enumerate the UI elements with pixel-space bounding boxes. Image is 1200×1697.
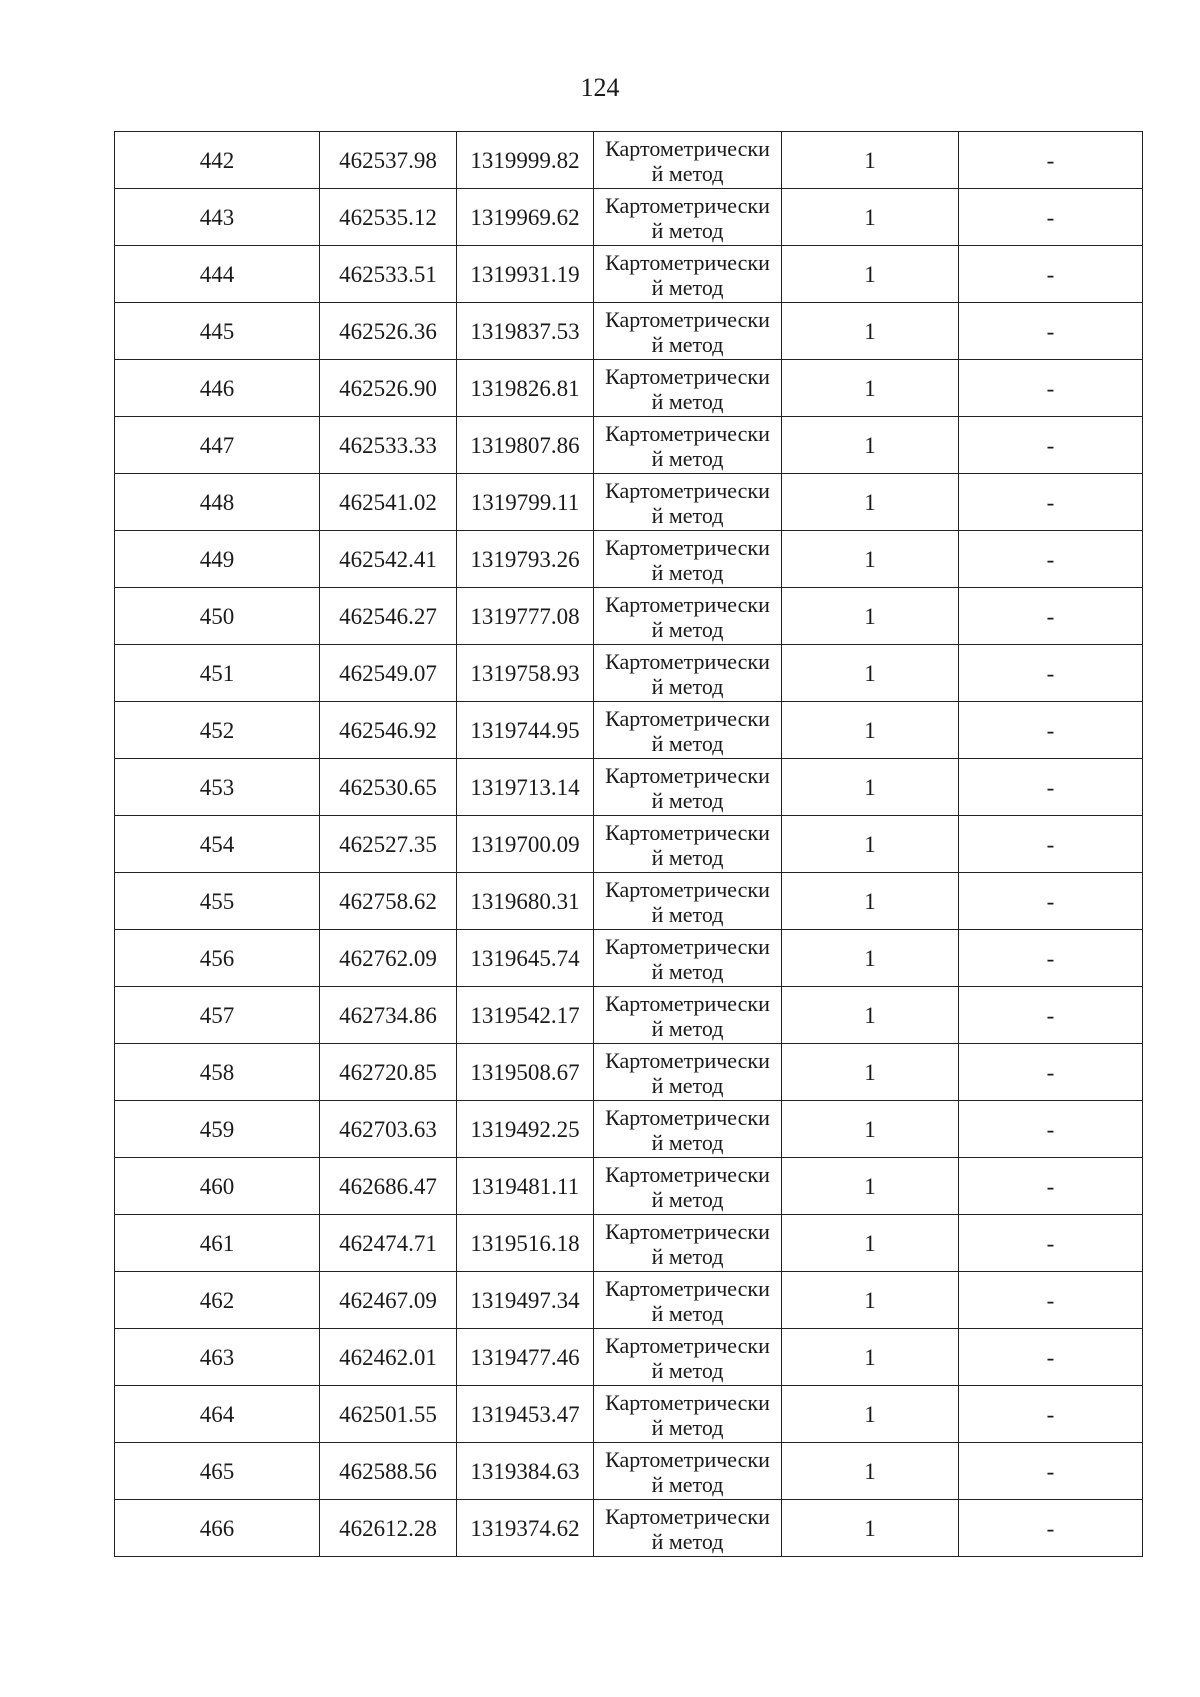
table-row bbox=[115, 930, 1143, 987]
table-row bbox=[115, 987, 1143, 1044]
method-line-1: Картометрически bbox=[605, 136, 770, 161]
method-line-2: й метод bbox=[651, 902, 724, 927]
method-line-2: й метод bbox=[651, 161, 724, 186]
table-row bbox=[115, 360, 1143, 417]
table-row bbox=[115, 873, 1143, 930]
note-cell: - bbox=[959, 702, 1143, 759]
point-number-cell: 466 bbox=[115, 1500, 320, 1557]
x-coordinate-cell: 462533.51 bbox=[320, 246, 457, 303]
method-line-1: Картометрически bbox=[605, 934, 770, 959]
accuracy-cell: 1 bbox=[782, 1215, 959, 1272]
method-line-2: й метод bbox=[651, 1130, 724, 1155]
note-cell: - bbox=[959, 132, 1143, 189]
accuracy-cell: 1 bbox=[782, 246, 959, 303]
method-line-1: Картометрически bbox=[605, 1162, 770, 1187]
point-number-cell: 450 bbox=[115, 588, 320, 645]
note-cell: - bbox=[959, 1101, 1143, 1158]
method-line-1: Картометрически bbox=[605, 535, 770, 560]
method-cell bbox=[594, 702, 782, 759]
y-coordinate-cell: 1319680.31 bbox=[457, 873, 594, 930]
method-cell bbox=[594, 816, 782, 873]
method-line-1: Картометрически bbox=[605, 1390, 770, 1415]
accuracy-cell: 1 bbox=[782, 417, 959, 474]
table-row bbox=[115, 1158, 1143, 1215]
method-line-2: й метод bbox=[651, 275, 724, 300]
table-row bbox=[115, 645, 1143, 702]
method-line-2: й метод bbox=[651, 1301, 724, 1326]
method-cell bbox=[594, 360, 782, 417]
method-cell bbox=[594, 132, 782, 189]
accuracy-cell: 1 bbox=[782, 1329, 959, 1386]
method-line-1: Картометрически bbox=[605, 1333, 770, 1358]
x-coordinate-cell: 462542.41 bbox=[320, 531, 457, 588]
table-row bbox=[115, 1215, 1143, 1272]
method-cell bbox=[594, 1101, 782, 1158]
accuracy-cell: 1 bbox=[782, 1158, 959, 1215]
note-cell: - bbox=[959, 1272, 1143, 1329]
x-coordinate-cell: 462474.71 bbox=[320, 1215, 457, 1272]
y-coordinate-cell: 1319999.82 bbox=[457, 132, 594, 189]
method-cell bbox=[594, 1044, 782, 1101]
method-line-2: й метод bbox=[651, 1187, 724, 1212]
table-row bbox=[115, 702, 1143, 759]
method-line-1: Картометрически bbox=[605, 250, 770, 275]
method-line-1: Картометрически bbox=[605, 1504, 770, 1529]
table-row bbox=[115, 1500, 1143, 1557]
y-coordinate-cell: 1319799.11 bbox=[457, 474, 594, 531]
x-coordinate-cell: 462549.07 bbox=[320, 645, 457, 702]
y-coordinate-cell: 1319508.67 bbox=[457, 1044, 594, 1101]
method-cell bbox=[594, 303, 782, 360]
accuracy-cell: 1 bbox=[782, 873, 959, 930]
method-line-2: й метод bbox=[651, 218, 724, 243]
note-cell: - bbox=[959, 531, 1143, 588]
accuracy-cell: 1 bbox=[782, 1386, 959, 1443]
y-coordinate-cell: 1319713.14 bbox=[457, 759, 594, 816]
point-number-cell: 444 bbox=[115, 246, 320, 303]
method-cell bbox=[594, 1215, 782, 1272]
accuracy-cell: 1 bbox=[782, 531, 959, 588]
accuracy-cell: 1 bbox=[782, 1272, 959, 1329]
table-row bbox=[115, 1272, 1143, 1329]
method-line-1: Картометрически bbox=[605, 706, 770, 731]
method-line-2: й метод bbox=[651, 332, 724, 357]
point-number-cell: 448 bbox=[115, 474, 320, 531]
method-cell bbox=[594, 1329, 782, 1386]
method-cell bbox=[594, 1158, 782, 1215]
method-line-2: й метод bbox=[651, 617, 724, 642]
table-row bbox=[115, 474, 1143, 531]
table-row bbox=[115, 189, 1143, 246]
x-coordinate-cell: 462526.36 bbox=[320, 303, 457, 360]
y-coordinate-cell: 1319931.19 bbox=[457, 246, 594, 303]
accuracy-cell: 1 bbox=[782, 474, 959, 531]
y-coordinate-cell: 1319777.08 bbox=[457, 588, 594, 645]
point-number-cell: 446 bbox=[115, 360, 320, 417]
accuracy-cell: 1 bbox=[782, 702, 959, 759]
note-cell: - bbox=[959, 1329, 1143, 1386]
accuracy-cell: 1 bbox=[782, 1101, 959, 1158]
note-cell: - bbox=[959, 1215, 1143, 1272]
method-cell bbox=[594, 1272, 782, 1329]
x-coordinate-cell: 462546.27 bbox=[320, 588, 457, 645]
note-cell: - bbox=[959, 1443, 1143, 1500]
x-coordinate-cell: 462758.62 bbox=[320, 873, 457, 930]
method-cell bbox=[594, 930, 782, 987]
accuracy-cell: 1 bbox=[782, 1443, 959, 1500]
point-number-cell: 443 bbox=[115, 189, 320, 246]
table-row bbox=[115, 759, 1143, 816]
method-line-1: Картометрически bbox=[605, 421, 770, 446]
note-cell: - bbox=[959, 1386, 1143, 1443]
accuracy-cell: 1 bbox=[782, 759, 959, 816]
note-cell: - bbox=[959, 474, 1143, 531]
method-line-2: й метод bbox=[651, 674, 724, 699]
coordinates-table bbox=[114, 131, 1143, 1557]
point-number-cell: 449 bbox=[115, 531, 320, 588]
point-number-cell: 463 bbox=[115, 1329, 320, 1386]
y-coordinate-cell: 1319700.09 bbox=[457, 816, 594, 873]
point-number-cell: 447 bbox=[115, 417, 320, 474]
x-coordinate-cell: 462546.92 bbox=[320, 702, 457, 759]
y-coordinate-cell: 1319807.86 bbox=[457, 417, 594, 474]
point-number-cell: 462 bbox=[115, 1272, 320, 1329]
note-cell: - bbox=[959, 588, 1143, 645]
method-line-1: Картометрически bbox=[605, 1276, 770, 1301]
point-number-cell: 459 bbox=[115, 1101, 320, 1158]
x-coordinate-cell: 462537.98 bbox=[320, 132, 457, 189]
method-line-2: й метод bbox=[651, 1358, 724, 1383]
point-number-cell: 453 bbox=[115, 759, 320, 816]
method-line-2: й метод bbox=[651, 845, 724, 870]
method-line-2: й метод bbox=[651, 1244, 724, 1269]
y-coordinate-cell: 1319477.46 bbox=[457, 1329, 594, 1386]
table-row bbox=[115, 1386, 1143, 1443]
method-line-1: Картометрически bbox=[605, 364, 770, 389]
note-cell: - bbox=[959, 360, 1143, 417]
method-cell bbox=[594, 1443, 782, 1500]
table-row bbox=[115, 816, 1143, 873]
method-cell bbox=[594, 645, 782, 702]
note-cell: - bbox=[959, 645, 1143, 702]
method-line-2: й метод bbox=[651, 1529, 724, 1554]
x-coordinate-cell: 462734.86 bbox=[320, 987, 457, 1044]
method-line-2: й метод bbox=[651, 959, 724, 984]
y-coordinate-cell: 1319492.25 bbox=[457, 1101, 594, 1158]
note-cell: - bbox=[959, 246, 1143, 303]
method-line-1: Картометрически bbox=[605, 877, 770, 902]
method-line-1: Картометрически bbox=[605, 1219, 770, 1244]
y-coordinate-cell: 1319453.47 bbox=[457, 1386, 594, 1443]
x-coordinate-cell: 462720.85 bbox=[320, 1044, 457, 1101]
method-cell bbox=[594, 1500, 782, 1557]
y-coordinate-cell: 1319497.34 bbox=[457, 1272, 594, 1329]
point-number-cell: 457 bbox=[115, 987, 320, 1044]
point-number-cell: 460 bbox=[115, 1158, 320, 1215]
table-row bbox=[115, 1044, 1143, 1101]
method-line-2: й метод bbox=[651, 1073, 724, 1098]
method-line-1: Картометрически bbox=[605, 991, 770, 1016]
x-coordinate-cell: 462530.65 bbox=[320, 759, 457, 816]
note-cell: - bbox=[959, 873, 1143, 930]
method-cell bbox=[594, 474, 782, 531]
y-coordinate-cell: 1319645.74 bbox=[457, 930, 594, 987]
point-number-cell: 464 bbox=[115, 1386, 320, 1443]
point-number-cell: 452 bbox=[115, 702, 320, 759]
method-line-2: й метод bbox=[651, 1016, 724, 1041]
accuracy-cell: 1 bbox=[782, 1500, 959, 1557]
x-coordinate-cell: 462612.28 bbox=[320, 1500, 457, 1557]
x-coordinate-cell: 462535.12 bbox=[320, 189, 457, 246]
point-number-cell: 442 bbox=[115, 132, 320, 189]
x-coordinate-cell: 462501.55 bbox=[320, 1386, 457, 1443]
x-coordinate-cell: 462462.01 bbox=[320, 1329, 457, 1386]
method-cell bbox=[594, 531, 782, 588]
method-cell bbox=[594, 1386, 782, 1443]
y-coordinate-cell: 1319969.62 bbox=[457, 189, 594, 246]
method-line-2: й метод bbox=[651, 503, 724, 528]
method-cell bbox=[594, 588, 782, 645]
note-cell: - bbox=[959, 816, 1143, 873]
table-row bbox=[115, 303, 1143, 360]
method-line-2: й метод bbox=[651, 1415, 724, 1440]
point-number-cell: 458 bbox=[115, 1044, 320, 1101]
x-coordinate-cell: 462703.63 bbox=[320, 1101, 457, 1158]
y-coordinate-cell: 1319793.26 bbox=[457, 531, 594, 588]
accuracy-cell: 1 bbox=[782, 930, 959, 987]
note-cell: - bbox=[959, 759, 1143, 816]
y-coordinate-cell: 1319826.81 bbox=[457, 360, 594, 417]
x-coordinate-cell: 462541.02 bbox=[320, 474, 457, 531]
point-number-cell: 451 bbox=[115, 645, 320, 702]
point-number-cell: 454 bbox=[115, 816, 320, 873]
y-coordinate-cell: 1319837.53 bbox=[457, 303, 594, 360]
page-number: 124 bbox=[580, 73, 620, 102]
table-row bbox=[115, 1443, 1143, 1500]
method-line-1: Картометрически bbox=[605, 763, 770, 788]
note-cell: - bbox=[959, 417, 1143, 474]
method-line-1: Картометрически bbox=[605, 1105, 770, 1130]
method-line-1: Картометрически bbox=[605, 1447, 770, 1472]
accuracy-cell: 1 bbox=[782, 588, 959, 645]
x-coordinate-cell: 462762.09 bbox=[320, 930, 457, 987]
y-coordinate-cell: 1319542.17 bbox=[457, 987, 594, 1044]
method-line-2: й метод bbox=[651, 446, 724, 471]
method-cell bbox=[594, 417, 782, 474]
method-line-1: Картометрически bbox=[605, 1048, 770, 1073]
y-coordinate-cell: 1319744.95 bbox=[457, 702, 594, 759]
x-coordinate-cell: 462533.33 bbox=[320, 417, 457, 474]
table-row bbox=[115, 1101, 1143, 1158]
method-line-1: Картометрически bbox=[605, 820, 770, 845]
note-cell: - bbox=[959, 1500, 1143, 1557]
note-cell: - bbox=[959, 189, 1143, 246]
method-cell bbox=[594, 759, 782, 816]
x-coordinate-cell: 462588.56 bbox=[320, 1443, 457, 1500]
y-coordinate-cell: 1319758.93 bbox=[457, 645, 594, 702]
method-line-1: Картометрически bbox=[605, 592, 770, 617]
y-coordinate-cell: 1319374.62 bbox=[457, 1500, 594, 1557]
method-cell bbox=[594, 189, 782, 246]
table-row bbox=[115, 588, 1143, 645]
point-number-cell: 461 bbox=[115, 1215, 320, 1272]
accuracy-cell: 1 bbox=[782, 360, 959, 417]
note-cell: - bbox=[959, 1044, 1143, 1101]
table-row bbox=[115, 132, 1143, 189]
method-line-2: й метод bbox=[651, 560, 724, 585]
note-cell: - bbox=[959, 930, 1143, 987]
table-row bbox=[115, 246, 1143, 303]
method-cell bbox=[594, 987, 782, 1044]
table-row bbox=[115, 531, 1143, 588]
accuracy-cell: 1 bbox=[782, 189, 959, 246]
method-line-2: й метод bbox=[651, 389, 724, 414]
note-cell: - bbox=[959, 303, 1143, 360]
method-line-1: Картометрически bbox=[605, 478, 770, 503]
table-row bbox=[115, 417, 1143, 474]
x-coordinate-cell: 462526.90 bbox=[320, 360, 457, 417]
accuracy-cell: 1 bbox=[782, 645, 959, 702]
method-line-1: Картометрически bbox=[605, 649, 770, 674]
note-cell: - bbox=[959, 1158, 1143, 1215]
method-line-1: Картометрически bbox=[605, 307, 770, 332]
note-cell: - bbox=[959, 987, 1143, 1044]
point-number-cell: 465 bbox=[115, 1443, 320, 1500]
accuracy-cell: 1 bbox=[782, 303, 959, 360]
x-coordinate-cell: 462527.35 bbox=[320, 816, 457, 873]
table-body bbox=[115, 132, 1143, 1557]
table-row bbox=[115, 1329, 1143, 1386]
y-coordinate-cell: 1319384.63 bbox=[457, 1443, 594, 1500]
accuracy-cell: 1 bbox=[782, 1044, 959, 1101]
accuracy-cell: 1 bbox=[782, 816, 959, 873]
point-number-cell: 456 bbox=[115, 930, 320, 987]
x-coordinate-cell: 462686.47 bbox=[320, 1158, 457, 1215]
method-cell bbox=[594, 246, 782, 303]
accuracy-cell: 1 bbox=[782, 132, 959, 189]
accuracy-cell: 1 bbox=[782, 987, 959, 1044]
method-line-2: й метод bbox=[651, 731, 724, 756]
method-line-1: Картометрически bbox=[605, 193, 770, 218]
method-line-2: й метод bbox=[651, 788, 724, 813]
method-line-2: й метод bbox=[651, 1472, 724, 1497]
y-coordinate-cell: 1319481.11 bbox=[457, 1158, 594, 1215]
x-coordinate-cell: 462467.09 bbox=[320, 1272, 457, 1329]
method-cell bbox=[594, 873, 782, 930]
y-coordinate-cell: 1319516.18 bbox=[457, 1215, 594, 1272]
point-number-cell: 445 bbox=[115, 303, 320, 360]
point-number-cell: 455 bbox=[115, 873, 320, 930]
